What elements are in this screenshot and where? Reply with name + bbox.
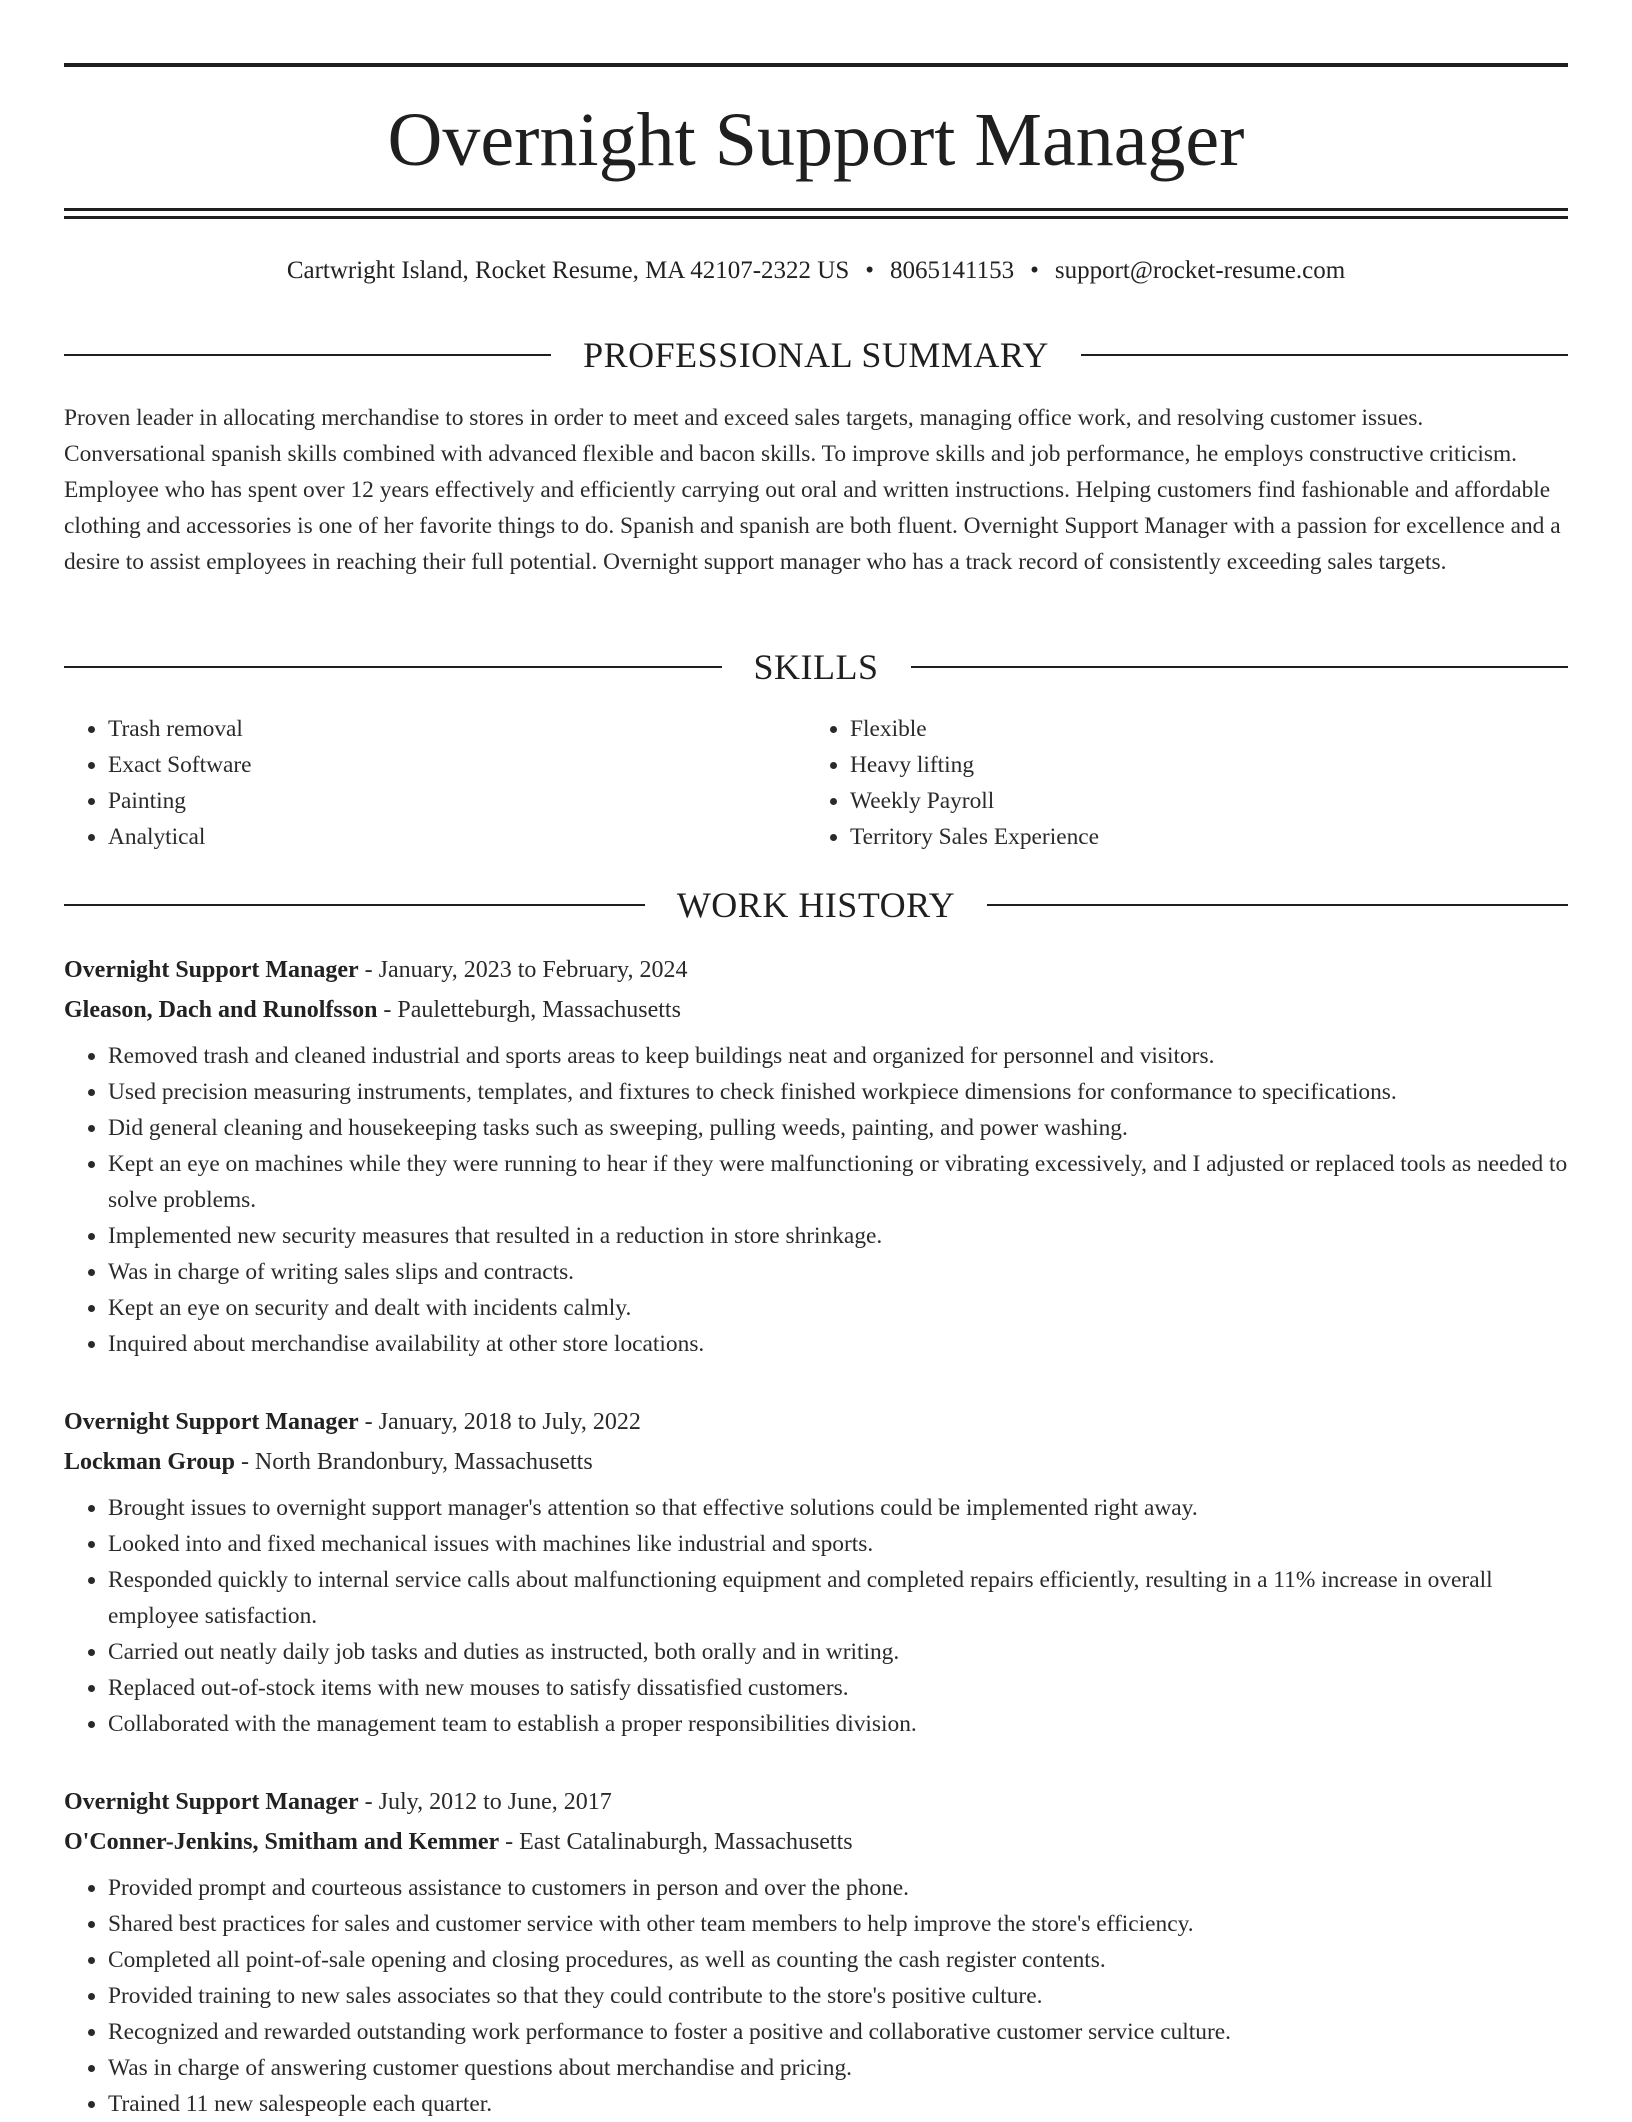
- skill-item: • Weekly Payroll: [850, 783, 1548, 819]
- job-bullet: • Removed trash and cleaned industrial and sports areas to keep buildings neat and organized for personnel and visitors.: [108, 1038, 1568, 1074]
- job-bullet: • Replaced out-of-stock items with new mouses to satisfy dissatisfied customers.: [108, 1670, 1568, 1706]
- section-rule-right: [1081, 354, 1568, 356]
- section-heading-work-history: [64, 883, 1568, 927]
- job-dates: - July, 2012 to June, 2017: [358, 1789, 612, 1815]
- job-company: Lockman Group: [64, 1449, 235, 1475]
- job-bullet: • Looked into and fixed mechanical issues with machines like industrial and sports.: [108, 1526, 1568, 1562]
- header-double-rule-upper: [64, 208, 1568, 211]
- job-company-line: [64, 990, 1568, 1030]
- skill-item: • Trash removal: [108, 711, 806, 747]
- job-bullet: • Did general cleaning and housekeeping tasks such as sweeping, pulling weeds, painting, and power washing.: [108, 1110, 1568, 1146]
- job-bullet: • Shared best practices for sales and customer service with other team members to help improve the store's efficiency.: [108, 1906, 1568, 1942]
- job-bullet: • Trained 11 new salespeople each quarter.: [108, 2086, 1568, 2122]
- skill-item: • Territory Sales Experience: [850, 819, 1548, 855]
- job-title-line: [64, 1782, 1568, 1822]
- skill-item: • Painting: [108, 783, 806, 819]
- job-bullet: • Kept an eye on security and dealt with incidents calmly.: [108, 1290, 1568, 1326]
- skill-item: • Exact Software: [108, 747, 806, 783]
- job-bullet: • Provided prompt and courteous assistance to customers in person and over the phone.: [108, 1870, 1568, 1906]
- section-title: PROFESSIONAL SUMMARY: [583, 335, 1049, 375]
- job-bullet: • Kept an eye on machines while they were running to hear if they were malfunctioning or vibrating excessively, and I adjusted or replaced tools as needed to solve problems.: [108, 1146, 1568, 1218]
- contact-separator: •: [865, 257, 875, 284]
- job-dates: - January, 2018 to July, 2022: [358, 1409, 641, 1435]
- contact-phone: 8065141153: [890, 257, 1015, 284]
- job-bullet: • Recognized and rewarded outstanding work performance to foster a positive and collaborative customer service culture.: [108, 2014, 1568, 2050]
- section-rule-right: [987, 904, 1568, 906]
- skills-column-left: [64, 711, 806, 855]
- job-bullet: • Used precision measuring instruments, templates, and fixtures to check finished workpiece dimensions for conformance to specifications.: [108, 1074, 1568, 1110]
- job-entry: [64, 950, 1568, 1362]
- job-bullet: • Responded quickly to internal service calls about malfunctioning equipment and completed repairs efficiently, resulting in a 11% increase in overall employee satisfaction.: [108, 1562, 1568, 1634]
- skills-list: [64, 711, 1568, 855]
- contact-line: [64, 253, 1568, 289]
- header-double-rule-lower: [64, 216, 1568, 219]
- job-bullets: [64, 1490, 1568, 1742]
- section-rule-left: [64, 904, 645, 906]
- job-bullet: • Was in charge of writing sales slips and contracts.: [108, 1254, 1568, 1290]
- job-company-line: [64, 1822, 1568, 1862]
- job-bullet: • Was in charge of answering customer questions about merchandise and pricing.: [108, 2050, 1568, 2086]
- job-title: Overnight Support Manager: [64, 1409, 359, 1435]
- job-bullets: [64, 1870, 1568, 2122]
- contact-separator: •: [1030, 257, 1039, 284]
- job-bullets: [64, 1038, 1568, 1362]
- job-title: Overnight Support Manager: [64, 957, 359, 983]
- skill-item: • Analytical: [108, 819, 806, 855]
- section-rule-right: [911, 666, 1569, 668]
- job-location: - North Brandonbury, Massachusetts: [234, 1449, 593, 1475]
- job-bullet: • Inquired about merchandise availability at other store locations.: [108, 1326, 1568, 1362]
- section-heading-skills: [64, 645, 1568, 689]
- job-bullet: • Completed all point-of-sale opening and closing procedures, as well as counting the cash register contents.: [108, 1942, 1568, 1978]
- professional-summary-text: Proven leader in allocating merchandise to stores in order to meet and exceed sales targets, managing office work, and resolving customer issues. Conversational spanish skills combined with advanced flexible and bacon skills. To improve skills and job performance, he employs constructive criticism. Employee who has spent over 12 years effectively and efficiently carrying out oral and written instructions. Helping customers find fashionable and affordable clothing and accessories is one of her favorite things to do. Spanish and spanish are both fluent. Overnight Support Manager with a passion for excellence and a desire to assist employees in reaching their full potential. Overnight support manager who has a track record of consistently exceeding sales targets.: [64, 405, 1561, 575]
- contact-address: Cartwright Island, Rocket Resume, MA 42107-2322 US: [286, 257, 850, 284]
- resume-name: Overnight Support Manager: [387, 98, 1245, 182]
- job-bullet: • Collaborated with the management team to establish a proper responsibilities division.: [108, 1706, 1568, 1742]
- section-title: WORK HISTORY: [676, 885, 956, 925]
- skill-item: • Heavy lifting: [850, 747, 1548, 783]
- job-title-line: [64, 1402, 1568, 1442]
- job-bullet: • Brought issues to overnight support manager's attention so that effective solutions could be implemented right away.: [108, 1490, 1568, 1526]
- section-heading-summary: [64, 333, 1568, 377]
- job-dates: - January, 2023 to February, 2024: [358, 957, 688, 983]
- job-title-line: [64, 950, 1568, 990]
- section-rule-left: [64, 666, 722, 668]
- job-title: Overnight Support Manager: [64, 1789, 359, 1815]
- job-company-line: [64, 1442, 1568, 1482]
- job-bullet: • Provided training to new sales associates so that they could contribute to the store's positive culture.: [108, 1978, 1568, 2014]
- contact-email: support@rocket-resume.com: [1054, 257, 1346, 284]
- section-title: SKILLS: [753, 647, 879, 687]
- job-company: Gleason, Dach and Runolfsson: [64, 997, 378, 1023]
- job-location: - Pauletteburgh, Massachusetts: [377, 997, 681, 1023]
- skills-column-right: [806, 711, 1548, 855]
- header-top-rule: [64, 63, 1568, 67]
- job-bullet: • Implemented new security measures that resulted in a reduction in store shrinkage.: [108, 1218, 1568, 1254]
- section-rule-left: [64, 354, 551, 356]
- job-entry: [64, 1402, 1568, 1742]
- skill-item: • Flexible: [850, 711, 1548, 747]
- job-location: - East Catalinaburgh, Massachusetts: [499, 1829, 853, 1855]
- job-company: O'Conner-Jenkins, Smitham and Kemmer: [64, 1829, 500, 1855]
- job-entry: [64, 1782, 1568, 2122]
- job-bullet: • Carried out neatly daily job tasks and duties as instructed, both orally and in writing.: [108, 1634, 1568, 1670]
